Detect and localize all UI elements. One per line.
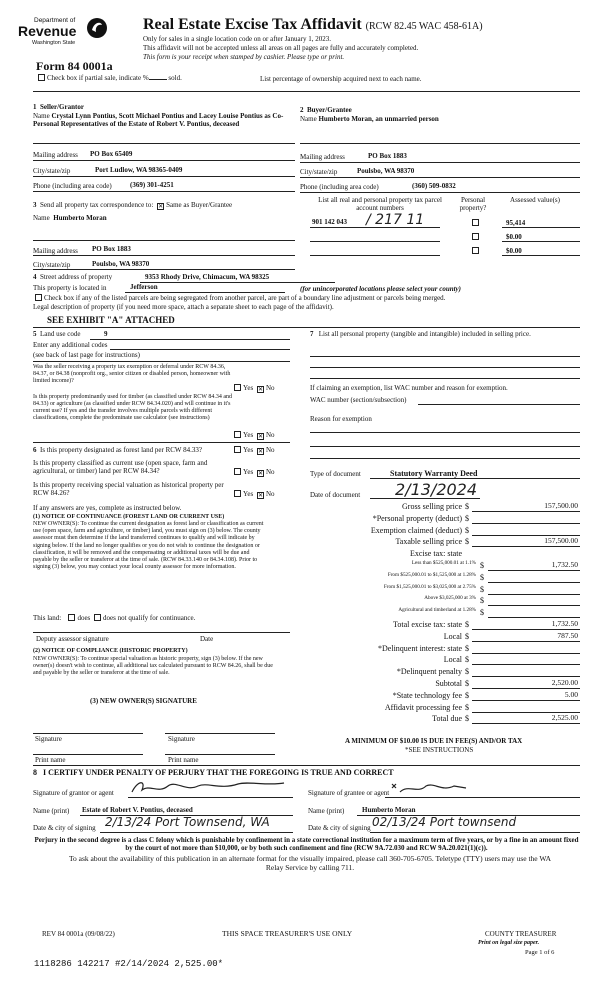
- same-as-buyer-label: Same as Buyer/Grantee: [166, 201, 233, 209]
- s6-q1-text: Is this property designated as forest land per RCW 84.33?: [40, 446, 203, 454]
- grantor-sig-label: Signature of grantor or agent: [33, 789, 114, 797]
- s5-q2-no-label: No: [265, 431, 275, 439]
- buyer-phone-field[interactable]: (360) 509-0832: [412, 182, 456, 190]
- assessed-value-3[interactable]: $0.00: [506, 247, 522, 255]
- parcel-header: List all real and personal property tax parcel account numbers: [318, 196, 442, 213]
- s3-mail-field[interactable]: PO Box 1883: [92, 245, 131, 253]
- s7-text: [310, 330, 580, 338]
- located-label: This property is located in: [33, 284, 107, 292]
- parcel-hand-1: / 217 11: [366, 212, 425, 228]
- seller-phone-field[interactable]: (369) 301-4251: [130, 181, 174, 189]
- certify-row: [33, 768, 394, 777]
- this-land-row: [33, 614, 195, 622]
- s6-q3-no-label: No: [265, 490, 275, 498]
- parcel-acct-1[interactable]: 901 142 043: [312, 218, 347, 226]
- seller-name-field[interactable]: Crystal Lynn Pontius, Scott Michael Pontius and Lacey Louise Pontius as Co-Personal Representatives of the Estate of Robert V. Pontius, deceased: [33, 112, 284, 129]
- ownership-note: List percentage of ownership acquired next to each name.: [260, 75, 422, 83]
- s6-q1-no-checkbox[interactable]: ✕: [257, 448, 263, 455]
- tax-value-total-state[interactable]: 1,732.50: [551, 619, 578, 628]
- s6-q1-no-label: No: [265, 446, 275, 454]
- grantee-sig-label: Signature of grantee or agent: [308, 789, 390, 797]
- seller-mail-label: Mailing address: [33, 151, 78, 159]
- land-use-label: Land use code: [40, 330, 81, 338]
- tax-dollar-sign: $: [480, 561, 484, 570]
- personal-checkbox-2[interactable]: [472, 233, 479, 240]
- seller-city-field[interactable]: Port Ludlow, WA 98365-0409: [95, 166, 183, 174]
- s5-q1-yesno: [232, 384, 275, 393]
- s3-send-row: [33, 201, 232, 210]
- treasurer-stamp: 1118286 142217 #2/14/2024 2,525.00*: [34, 959, 224, 969]
- grantor-name-label: Name (print): [33, 807, 70, 815]
- s8-num: 8: [33, 768, 37, 777]
- s6-q2-yes-label: Yes: [243, 468, 254, 476]
- revenue-logo-icon: [86, 16, 108, 40]
- dept-line3: Washington State: [32, 40, 76, 46]
- form-title: [143, 16, 483, 34]
- s5-q1: Was the seller receiving a property tax exemption or deferral under RCW 84.36, 84.37, or 84.38 (nonprofit org., senior citizen or disabled person, homeowner with limited income)?: [33, 364, 231, 384]
- header-sub2: This affidavit will not be accepted unless all areas on all pages are fully and accurately completed.: [143, 44, 419, 52]
- tax-dollar-sign: $: [465, 690, 469, 700]
- s5-q1-no-checkbox[interactable]: ✕: [257, 386, 263, 393]
- s6-q1-yesno: [232, 446, 275, 455]
- tax-dollar-sign: $: [480, 572, 484, 582]
- header-sub3: This form is your receipt when stamped by cashier. Please type or print.: [143, 53, 345, 61]
- dor-logo: [16, 16, 128, 56]
- tax-label-delinq-int: *Delinquent interest: state: [378, 643, 462, 653]
- notice3-title: (3) NEW OWNER(S) SIGNATURE: [90, 697, 197, 705]
- s1-num: 1: [33, 103, 37, 111]
- tax-dollar-sign: $: [480, 608, 484, 618]
- segregated-checkbox[interactable]: [35, 294, 42, 301]
- buyer-mail-label: Mailing address: [300, 153, 345, 161]
- tax-dollar-sign: $: [465, 620, 469, 629]
- s5-q1-no-label: No: [265, 384, 275, 392]
- legal-desc-label: Legal description of property (if you need more space, attach a separate sheet to each page of the affidavit).: [33, 303, 334, 311]
- partial-sale-checkbox[interactable]: [38, 74, 45, 81]
- legal-paper-note: Print on legal size paper.: [478, 940, 540, 946]
- tax-dollar-sign: $: [480, 596, 484, 606]
- tax-value-total-due[interactable]: 2,525.00: [551, 713, 578, 723]
- deputy-sig-label: Deputy assessor signature: [36, 635, 109, 643]
- doc-type-field[interactable]: Statutory Warranty Deed: [390, 469, 478, 478]
- seller-name-label: Name: [33, 112, 50, 120]
- see-instructions: *SEE INSTRUCTIONS: [405, 746, 474, 754]
- s6-q2-no-label: No: [265, 468, 275, 476]
- tax-label-subtotal: Subtotal: [435, 679, 462, 688]
- tax-dollar-sign: $: [480, 584, 484, 594]
- page-number: Page 1 of 6: [525, 949, 555, 956]
- alt-format-notice: To ask about the availability of this publication in an alternate format for the visually impaired, please call 360-705-6705. Teletype (TTY) users may use the WA Relay Service by calling 711.: [68, 854, 552, 872]
- s6-q2-yesno: [232, 468, 275, 477]
- tax-value-tech[interactable]: 5.00: [564, 689, 578, 699]
- legal-desc-field[interactable]: SEE EXHIBIT "A" ATTACHED: [47, 315, 175, 325]
- doc-type-label: Type of document: [310, 470, 361, 478]
- tax-dollar-sign: $: [465, 643, 469, 653]
- s6-q3-no-checkbox[interactable]: ✕: [257, 492, 263, 499]
- grantee-name-field[interactable]: Humberto Moran: [362, 806, 416, 814]
- title-text: Real Estate Excise Tax Affidavit: [143, 16, 362, 33]
- tax-dollar-sign: $: [465, 702, 469, 712]
- tax-table: [300, 502, 580, 728]
- s3-mail-label: Mailing address: [33, 247, 78, 255]
- grantor-name-field[interactable]: Estate of Robert V. Pontius, deceased: [82, 806, 193, 814]
- tax-dollar-sign: $: [465, 655, 469, 665]
- tax-value-gross[interactable]: 157,500.00: [544, 501, 578, 510]
- s3-name-field[interactable]: Humberto Moran: [53, 214, 107, 222]
- partial-sale-row: [36, 74, 182, 82]
- land-use-row: [33, 330, 80, 338]
- exemption-claim-label: If claiming an exemption, list WAC number and reason for exemption.: [310, 384, 508, 392]
- s3-send-label: Send all property tax correspondence to:: [40, 201, 154, 209]
- tax-dollar-sign: $: [465, 667, 469, 677]
- seller-mail-field[interactable]: PO Box 65409: [90, 150, 133, 158]
- county-treasurer: COUNTY TREASURER: [485, 930, 557, 938]
- s2-title-text: Buyer/Grantee: [307, 106, 352, 114]
- street-field[interactable]: 9353 Rhody Drive, Chimacum, WA 98325: [145, 273, 270, 281]
- tax-dollar-sign: $: [465, 502, 469, 511]
- deputy-date-label: Date: [200, 635, 214, 643]
- seller-city-label: City/state/zip: [33, 167, 71, 175]
- tax-label-excise: Excise tax: state: [410, 549, 462, 559]
- tax-label-personal: *Personal property (deduct): [372, 513, 462, 523]
- tax-dollar-sign: $: [465, 537, 469, 547]
- s6-q1: [33, 446, 233, 454]
- s6-q3-yes-label: Yes: [243, 490, 254, 498]
- doc-date-label: Date of document: [310, 491, 361, 499]
- wac-label: WAC number (section/subsection): [310, 396, 407, 404]
- s3-city-field[interactable]: Poulsbo, WA 98370: [92, 260, 150, 268]
- land-use-field[interactable]: 9: [104, 330, 108, 338]
- grantee-date-field[interactable]: 02/13/24 Port townsend: [372, 815, 517, 829]
- unincorporated-note: (for unincorporated locations please select your county): [300, 285, 461, 293]
- notice1-title: (1) NOTICE OF CONTINUANCE (FOREST LAND OR CURRENT USE): [33, 514, 225, 520]
- tax-dollar-sign: $: [465, 525, 469, 535]
- if-yes-note: If any answers are yes, complete as instructed below.: [33, 504, 182, 512]
- buyer-name-block: [300, 115, 439, 123]
- seller-phone-label: Phone (including area code): [33, 182, 112, 190]
- tax-label-t3: From $1,525,000.01 to $3,025,000 at 2.75%: [383, 583, 476, 590]
- rev-number: REV 84 0001a (09/08/22): [42, 930, 115, 938]
- tax-label-t1: Less than $525,000.01 at 1.1%: [411, 560, 476, 566]
- tax-label-t2: From $525,000.01 to $1,525,000 at 1.28%: [387, 571, 476, 578]
- s1-title: [33, 103, 84, 111]
- grantee-date-label: Date & city of signing: [308, 824, 371, 832]
- tax-value-subtotal[interactable]: 2,520.00: [551, 678, 578, 687]
- s6-q1-yes-checkbox[interactable]: [234, 446, 241, 453]
- buyer-city-label: City/state/zip: [300, 168, 338, 176]
- s5-q2-yesno: [232, 431, 275, 440]
- s7-text-body: List all personal property (tangible and intangible) included in selling price.: [318, 330, 531, 338]
- notice2-text: NEW OWNER(S): To continue special valuation as historic property, sign (3) below. If the new owner(s) doesn't wish to continue, all additional tax calculated pursuant to RCW 84.26, shall be due and payable by the seller or transferor at the time of sale.: [33, 656, 273, 677]
- owner-sig-label-2: Signature: [168, 735, 195, 743]
- buyer-mail-field[interactable]: PO Box 1883: [368, 152, 407, 160]
- certify-text: I CERTIFY UNDER PENALTY OF PERJURY THAT THE FOREGOING IS TRUE AND CORRECT: [43, 768, 394, 777]
- tax-value-t1[interactable]: 1,732.50: [551, 560, 578, 569]
- s6-q1-yes-label: Yes: [243, 446, 254, 454]
- s6-num: 6: [33, 446, 37, 454]
- form-number: Form 84 0001a: [36, 59, 113, 73]
- s3-city-label: City/state/zip: [33, 261, 71, 269]
- s6-q3-yes-checkbox[interactable]: [234, 490, 241, 497]
- tax-label-exemption: Exemption claimed (deduct): [370, 525, 462, 535]
- reason-label: Reason for exemption: [310, 415, 372, 423]
- assessed-value-1[interactable]: 95,414: [506, 219, 526, 227]
- s6-q2: Is this property classified as current use (open space, farm and agricultural, or timber) land per RCW 84.34?: [33, 459, 208, 476]
- grantee-signature-icon[interactable]: [390, 780, 470, 798]
- tax-dollar-sign: $: [465, 631, 469, 641]
- this-land-label: This land:: [33, 614, 62, 622]
- s6-q3-yesno: [232, 490, 275, 499]
- s5-q2-no-checkbox[interactable]: ✕: [257, 433, 263, 440]
- grantor-date-field[interactable]: 2/13/24 Port Townsend, WA: [105, 815, 270, 829]
- does-not-label: does not qualify for continuance.: [103, 614, 196, 622]
- perjury-notice: Perjury in the second degree is a class C felony which is punishable by confinement in a state correctional institution for a maximum term of five years, or by a fine in an amount fixed by the court of not more than $10,000, or by both such confinement and fine (RCW 9A.72.030 and RCW 9A.20.021(1)(c)).: [34, 836, 579, 853]
- sold-label: sold.: [168, 74, 182, 82]
- same-as-buyer-checkbox[interactable]: ✕: [158, 203, 164, 210]
- tax-dollar-sign: $: [465, 679, 469, 688]
- tax-label-taxable: Taxable selling price: [395, 537, 462, 547]
- owner-print-label-2: Print name: [168, 756, 199, 764]
- personal-header: Personal property?: [459, 196, 487, 213]
- assessed-header: Assessed value(s): [510, 196, 560, 204]
- dept-line2: Revenue: [18, 23, 77, 39]
- buyer-city-field[interactable]: Poulsbo, WA 98370: [357, 167, 415, 175]
- tax-label-affidavit-fee: Affidavit processing fee: [384, 702, 462, 712]
- tax-value-taxable[interactable]: 157,500.00: [544, 536, 578, 546]
- partial-sale-label: Check box if partial sale, indicate %: [47, 74, 149, 82]
- s6-q2-yes-checkbox[interactable]: [234, 468, 241, 475]
- see-back-note: (see back of last page for instructions): [33, 351, 140, 359]
- tax-label-delinq-local: Local: [443, 655, 462, 665]
- tax-label-gross: Gross selling price: [402, 502, 462, 511]
- tax-label-t4: Above $3,025,000 at 3%: [424, 595, 476, 602]
- segregated-row: [33, 294, 445, 302]
- s5-num: 5: [33, 330, 37, 338]
- tax-label-tech: *State technology fee: [392, 690, 462, 700]
- s2-num: 2: [300, 106, 304, 114]
- does-not-checkbox[interactable]: [94, 614, 101, 621]
- tax-dollar-sign: $: [465, 513, 469, 523]
- tax-dollar-sign: $: [465, 714, 469, 724]
- personal-checkbox-3[interactable]: [472, 247, 479, 254]
- personal-checkbox-1[interactable]: [472, 219, 479, 226]
- tax-label-total-state: Total excise tax: state: [393, 620, 462, 629]
- owner-print-label-1: Print name: [35, 756, 66, 764]
- tax-label-local: Local: [443, 631, 462, 641]
- segregated-label: Check box if any of the listed parcels are being segregated from another parcel, are part of a boundary line adjustment or parcels being merged.: [44, 294, 446, 302]
- s6-q3: Is this property receiving special valuation as historical property per RCW 84.26?: [33, 481, 224, 498]
- tax-label-total-due: Total due: [432, 714, 462, 724]
- buyer-phone-label: Phone (including area code): [300, 183, 379, 191]
- s4-num: 4: [33, 273, 37, 281]
- treasurer-space: THIS SPACE TREASURER'S USE ONLY: [222, 929, 353, 938]
- s5-q2: Is this property predominantly used for timber (as classified under RCW 84.34 and 84.33) or agriculture (as classified under RCW 84.34.020) and will continue in it's current use? If yes and the transfer involves multiple parcels with different classifications, complete the predominate use calculator (see instructions): [33, 394, 233, 421]
- grantor-date-label: Date & city of signing: [33, 824, 96, 832]
- buyer-name-field[interactable]: Humberto Moran, an unmarried person: [318, 115, 439, 123]
- s5-q1-yes-checkbox[interactable]: [234, 384, 241, 391]
- additional-codes-label: Enter any additional codes: [33, 341, 108, 349]
- located-field[interactable]: Jefferson: [130, 283, 158, 291]
- tax-value-local[interactable]: 787.50: [557, 630, 578, 640]
- grantee-name-label: Name (print): [308, 807, 345, 815]
- assessed-value-2[interactable]: $0.00: [506, 233, 522, 241]
- dept-line1: Department of: [34, 17, 76, 24]
- street-label: Street address of property: [40, 273, 113, 281]
- title-citation: (RCW 82.45 WAC 458-61A): [365, 21, 483, 32]
- s3-name-row: [33, 214, 107, 222]
- grantor-signature-icon[interactable]: [128, 778, 288, 798]
- doc-date-field[interactable]: 2/13/2024: [395, 480, 478, 499]
- minimum-note: A MINIMUM OF $10.00 IS DUE IN FEE(S) AND/OR TAX: [345, 737, 523, 745]
- s7-num: 7: [310, 330, 314, 338]
- does-checkbox[interactable]: [68, 614, 75, 621]
- does-label: does: [77, 614, 91, 622]
- s3-num: 3: [33, 201, 37, 209]
- buyer-name-label: Name: [300, 115, 317, 123]
- owner-sig-label-1: Signature: [35, 735, 62, 743]
- s5-q2-yes-checkbox[interactable]: [234, 431, 241, 438]
- tax-label-t5: Agricultural and timberland at 1.28%: [398, 607, 476, 614]
- s4-street-row: [33, 273, 112, 281]
- seller-name-block: [33, 112, 295, 128]
- notice2-title: (2) NOTICE OF COMPLIANCE (HISTORIC PROPERTY): [33, 648, 188, 654]
- s5-q2-yes-label: Yes: [243, 431, 254, 439]
- notice1-text: NEW OWNER(S): To continue the current designation as forest land or classification as current use (open space, farm and agriculture, or timber) land, you must sign on (3) below. The county assessor must then determine if the land transferred continues to qualify and will indicate by signing below. If the land no longer qualifies or you do not wish to continue the designation or classification, it will be removed and the compensating or additional taxes will be due and payable by the seller or transferor at the time of sale. (RCW 84.33.140 or 84.34.108). Prior to signing (3) below, you may contact your local county assessor for more information.: [33, 521, 264, 571]
- tax-label-delinq-pen: *Delinquent penalty: [396, 667, 462, 677]
- s3-name-label: Name: [33, 214, 50, 222]
- s6-q2-no-checkbox[interactable]: ✕: [257, 470, 263, 477]
- header-sub1: Only for sales in a single location code on or after January 1, 2023.: [143, 35, 331, 43]
- s1-title-text: Seller/Grantor: [40, 103, 84, 111]
- s2-title: [300, 106, 352, 114]
- s5-q1-yes-label: Yes: [243, 384, 254, 392]
